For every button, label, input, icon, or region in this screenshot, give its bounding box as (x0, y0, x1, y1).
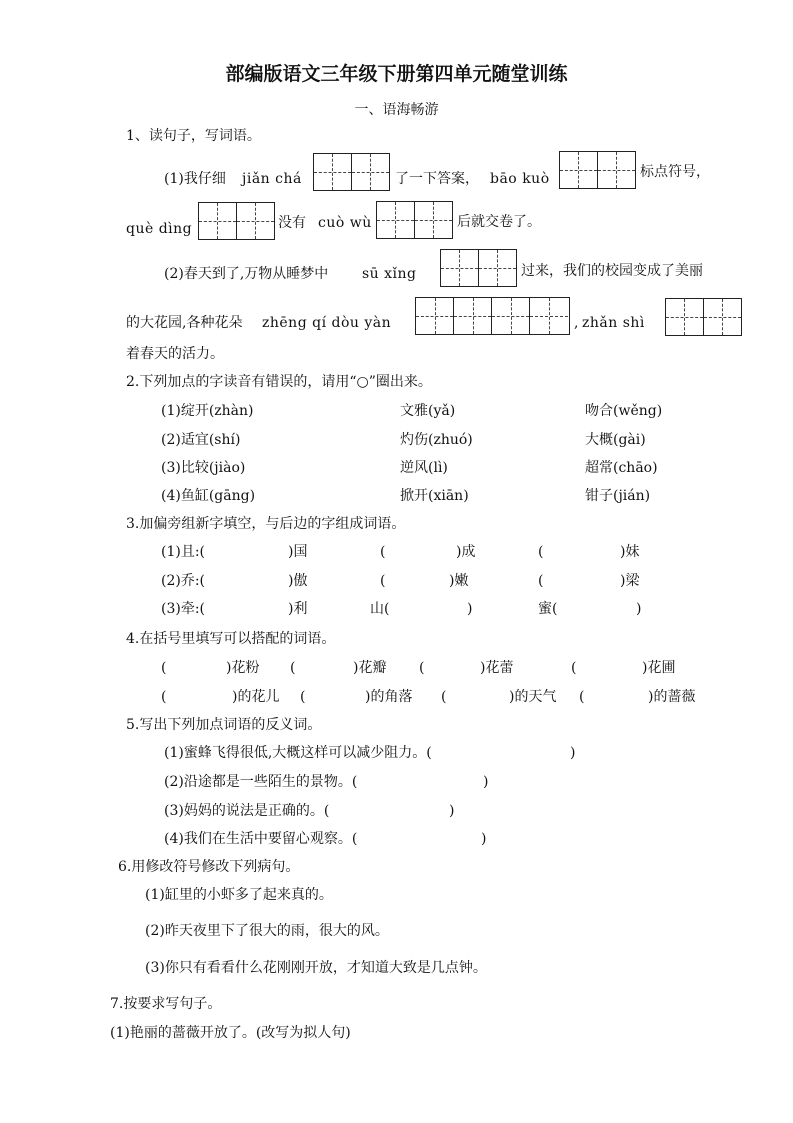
q3-heading: 3.加偏旁组新字填空，与后边的字组成词语。 (126, 516, 406, 532)
q2-item: (2)适宜(shí) (161, 432, 241, 448)
q4-blank: )花粉 (226, 660, 260, 676)
q1-text: 后就交卷了。 (457, 214, 541, 230)
answer-grid-5[interactable] (440, 249, 517, 287)
q4-blank: )花圃 (642, 660, 676, 676)
q3-blank: )傲 (288, 573, 308, 589)
q3-blank: ) (467, 601, 473, 617)
q2-item: (3)比较(jiào) (161, 460, 246, 476)
q1-text: 的大花园,各种花朵 (126, 315, 243, 331)
q3-blank: )嫩 (449, 573, 469, 589)
q2-item: (4)鱼缸(gāng) (161, 488, 256, 504)
q7-item: (1)艳丽的蔷薇开放了。(改写为拟人句) (110, 1025, 351, 1041)
q5-heading: 5.写出下列加点词语的反义词。 (126, 717, 322, 733)
answer-grid-2[interactable] (559, 151, 636, 189)
q1-heading: 1、读句子，写词语。 (126, 128, 261, 144)
q2-item: 超常(chāo) (585, 460, 658, 476)
section-heading: 一、语海畅游 (354, 102, 439, 118)
q1-text: (2)春天到了,万物从睡梦中 (164, 266, 329, 282)
q5-item: (3)妈妈的说法是正确的。( (164, 803, 330, 819)
q5-item: ) (570, 745, 576, 761)
q3-blank: (3)牵:( (161, 601, 206, 617)
q6-heading: 6.用修改符号修改下列病句。 (118, 859, 300, 875)
q1-text: 没有 (278, 215, 306, 231)
q5-item: (2)沿途都是一些陌生的景物。( (164, 774, 358, 790)
page-title: 部编版语文三年级下册第四单元随堂训练 (225, 63, 568, 85)
q2-item: 掀开(xiān) (400, 488, 469, 504)
q4-blank: )的花儿 (232, 689, 280, 705)
q4-blank: ( (571, 660, 577, 676)
q4-blank: ( (419, 660, 425, 676)
q3-blank: ( (380, 544, 386, 560)
q5-item: (4)我们在生活中要留心观察。( (164, 831, 358, 847)
q3-blank: ( (538, 573, 544, 589)
q5-item: ) (449, 803, 455, 819)
pinyin-su-xing: sū xǐng (362, 266, 417, 282)
q7-heading: 7.按要求写句子。 (110, 996, 222, 1012)
q6-item: (2)昨天夜里下了很大的雨，很大的风。 (145, 923, 389, 939)
q3-blank: ) (636, 601, 642, 617)
answer-grid-7[interactable] (665, 298, 742, 336)
q4-heading: 4.在括号里填写可以搭配的词语。 (126, 631, 336, 647)
q4-blank: ( (161, 689, 167, 705)
q2-item: 文雅(yǎ) (400, 403, 456, 419)
answer-grid-4[interactable] (376, 201, 453, 239)
q3-blank: 山( (370, 601, 390, 617)
q4-blank: )的蔷薇 (648, 689, 696, 705)
answer-grid-1[interactable] (313, 153, 390, 191)
q3-blank: (1)且:( (161, 544, 206, 560)
q4-blank: ( (161, 660, 167, 676)
q1-text: , (574, 315, 579, 331)
pinyin-zhan-shi: zhǎn shì (582, 315, 645, 331)
pinyin-cuo-wu: cuò wù (318, 215, 372, 231)
q3-blank: )梁 (620, 573, 640, 589)
q4-blank: )花蕾 (480, 660, 514, 676)
q2-item: 逆风(lì) (400, 460, 448, 476)
q4-blank: )的天气 (509, 689, 557, 705)
q4-blank: ( (300, 689, 306, 705)
q4-blank: ( (290, 660, 296, 676)
q4-blank: )花瓣 (353, 660, 387, 676)
q5-item: (1)蜜蜂飞得很低,大概这样可以减少阻力。( (164, 745, 432, 761)
pinyin-que-ding: què dìng (126, 221, 193, 237)
q1-text: 标点符号， (640, 164, 710, 180)
q4-blank: )的角落 (365, 689, 413, 705)
pinyin-bao-kuo: bāo kuò (490, 171, 550, 187)
q2-item: 钳子(jián) (585, 488, 651, 504)
q6-item: (1)缸里的小虾多了起来真的。 (145, 887, 333, 903)
q5-item: ) (483, 774, 489, 790)
pinyin-zheng-qi-dou-yan: zhēng qí dòu yàn (262, 315, 392, 331)
q2-heading: 2.下列加点的字读音有错误的，请用“○”圈出来。 (126, 374, 432, 390)
q1-text: 着春天的活力。 (126, 346, 224, 362)
q6-item: (3)你只有看看什么花刚刚开放，才知道大致是几点钟。 (145, 960, 487, 976)
q3-blank: (2)乔:( (161, 573, 206, 589)
q3-blank: )国 (288, 544, 308, 560)
q2-item: 灼伤(zhuó) (400, 432, 473, 448)
q4-blank: ( (579, 689, 585, 705)
answer-grid-3[interactable] (198, 202, 275, 240)
q2-item: (1)绽开(zhàn) (161, 403, 254, 419)
q1-text: 了一下答案， (395, 171, 479, 187)
q3-blank: )成 (456, 544, 476, 560)
q5-item: ) (481, 831, 487, 847)
answer-grid-6[interactable] (415, 297, 570, 335)
q2-item: 吻合(wěng) (585, 403, 663, 419)
q1-text: 过来，我们的校园变成了美丽 (521, 263, 703, 279)
pinyin-jian-cha: jiǎn chá (242, 171, 302, 187)
q1-text: (1)我仔细 (164, 171, 226, 187)
q3-blank: ( (380, 573, 386, 589)
q3-blank: )利 (288, 601, 308, 617)
q3-blank: ( (538, 544, 544, 560)
q2-item: 大概(gài) (585, 432, 646, 448)
q3-blank: )妹 (620, 544, 640, 560)
q4-blank: ( (441, 689, 447, 705)
q3-blank: 蜜( (538, 601, 558, 617)
